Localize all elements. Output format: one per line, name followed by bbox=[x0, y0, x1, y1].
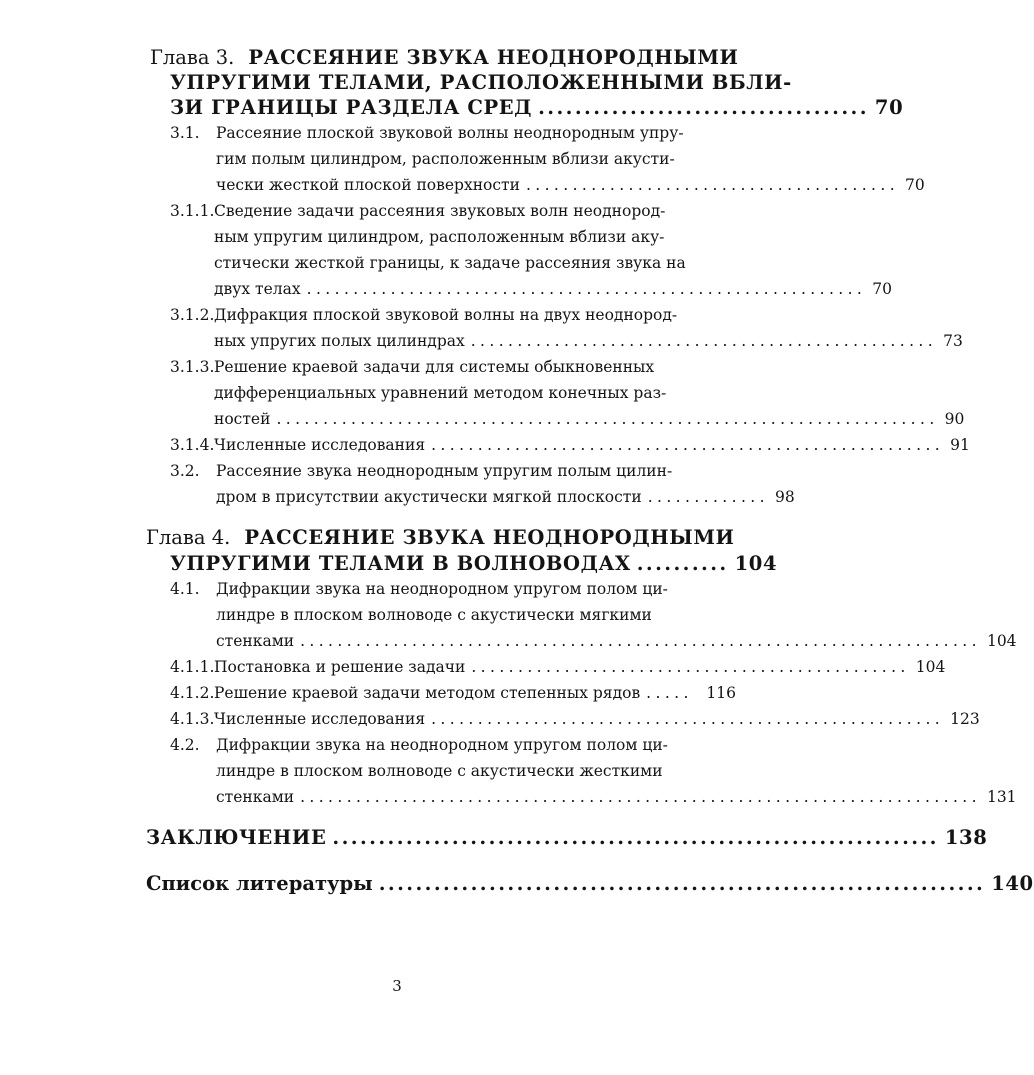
section-4-1-line1: Дифракции звука на неоднородном упругом полом ци- bbox=[216, 580, 668, 598]
section-3-1-3-page: 90 bbox=[944, 410, 965, 428]
dot-leader: ....................................................... bbox=[431, 710, 945, 728]
section-4-1-2-line1: Решение краевой задачи методом степенных рядов bbox=[214, 684, 641, 702]
section-3-1-2-line2: ных упругих полых цилиндрах bbox=[214, 332, 465, 350]
chapter-4-heading bbox=[146, 526, 736, 549]
page-number: 3 bbox=[392, 977, 402, 995]
conclusion-page: 138 bbox=[944, 826, 988, 849]
dot-leader: .................................................................. bbox=[332, 826, 939, 849]
section-3-1-1-line3: стически жесткой границы, к задаче рассеяния звука на bbox=[214, 254, 686, 272]
chapter-3-title-line1: РАССЕЯНИЕ ЗВУКА НЕОДНОРОДНЫМИ bbox=[248, 46, 739, 69]
section-number: 3.1.1. bbox=[170, 202, 215, 220]
dot-leader: ......................................................................... bbox=[300, 788, 981, 806]
chapter-3-entry[interactable] bbox=[170, 96, 904, 119]
chapter-4-page: 104 bbox=[734, 552, 778, 575]
section-4-1-1-page: 104 bbox=[915, 658, 946, 676]
section-3-2-line2: дром в присутствии акустически мягкой плоскости bbox=[216, 488, 642, 506]
section-number: 3.2. bbox=[170, 462, 200, 480]
section-number: 4.1.2. bbox=[170, 684, 215, 702]
section-number: 3.1.3. bbox=[170, 358, 215, 376]
section-number: 4.1. bbox=[170, 580, 200, 598]
chapter-3-title-line3: ЗИ ГРАНИЦЫ РАЗДЕЛА СРЕД bbox=[170, 96, 533, 119]
section-3-1-3-line1: Решение краевой задачи для системы обыкновенных bbox=[214, 358, 655, 376]
section-4-1-line3: стенками bbox=[216, 632, 295, 650]
section-4-1-page: 104 bbox=[986, 632, 1017, 650]
section-3-2-line1: Рассеяние звука неоднородным упругим полым цилин- bbox=[216, 462, 673, 480]
chapter-3-title-line2: УПРУГИМИ ТЕЛАМИ, РАСПОЛОЖЕННЫМИ ВБЛИ- bbox=[170, 71, 792, 94]
section-3-1-1-line2: ным упругим цилиндром, расположенным вблизи аку- bbox=[214, 228, 665, 246]
section-3-1-line3: чески жесткой плоской поверхности bbox=[216, 176, 520, 194]
section-3-1-3-line2: дифференциальных уравнений методом конечных раз- bbox=[214, 384, 667, 402]
section-3-1-entry[interactable] bbox=[216, 176, 925, 194]
dot-leader: ............................................................ bbox=[306, 280, 867, 298]
dot-leader: .......... bbox=[636, 552, 729, 575]
section-3-1-2-entry[interactable] bbox=[214, 332, 963, 350]
dot-leader: .................................................. bbox=[470, 332, 938, 350]
section-3-1-1-line4: двух телах bbox=[214, 280, 301, 298]
section-3-1-1-line1: Сведение задачи рассеяния звуковых волн неоднород- bbox=[214, 202, 666, 220]
section-3-1-line1: Рассеяние плоской звуковой волны неоднородным упру- bbox=[216, 124, 684, 142]
conclusion-entry[interactable] bbox=[146, 826, 988, 849]
dot-leader: ............. bbox=[647, 488, 769, 506]
section-4-1-line2: линдре в плоском волноводе с акустически мягкими bbox=[216, 606, 652, 624]
chapter-4-label: Глава 4. bbox=[146, 526, 231, 549]
chapter-4-entry[interactable] bbox=[170, 552, 778, 575]
section-4-2-page: 131 bbox=[986, 788, 1017, 806]
section-number: 4.2. bbox=[170, 736, 200, 754]
dot-leader: .................................................................. bbox=[378, 872, 986, 895]
section-3-1-4-line1: Численные исследования bbox=[214, 436, 426, 454]
section-3-1-3-entry[interactable] bbox=[214, 410, 965, 428]
section-3-1-4-entry[interactable] bbox=[170, 436, 970, 454]
chapter-3-label: Глава 3. bbox=[150, 46, 235, 69]
section-number: 3.1. bbox=[170, 124, 200, 142]
section-4-1-entry[interactable] bbox=[216, 632, 1017, 650]
chapter-3-page: 70 bbox=[874, 96, 904, 119]
section-number: 3.1.2. bbox=[170, 306, 215, 324]
section-4-1-3-line1: Численные исследования bbox=[214, 710, 426, 728]
section-3-1-page: 70 bbox=[905, 176, 925, 194]
dot-leader: ............................................... bbox=[471, 658, 910, 676]
dot-leader: ..... bbox=[646, 684, 693, 702]
section-number: 4.1.3. bbox=[170, 710, 215, 728]
dot-leader: ....................................................................... bbox=[276, 410, 939, 428]
section-4-1-3-page: 123 bbox=[950, 710, 980, 728]
chapter-4-title-line2: УПРУГИМИ ТЕЛАМИ В ВОЛНОВОДАХ bbox=[170, 552, 631, 575]
section-3-1-1-page: 70 bbox=[872, 280, 892, 298]
dot-leader: ....................................................... bbox=[431, 436, 945, 454]
section-3-1-1-entry[interactable] bbox=[214, 280, 892, 298]
section-4-1-1-line1: Постановка и решение задачи bbox=[214, 658, 466, 676]
chapter-4-title-line1: РАССЕЯНИЕ ЗВУКА НЕОДНОРОДНЫМИ bbox=[244, 526, 735, 549]
section-3-2-page: 98 bbox=[774, 488, 795, 506]
section-4-2-line1: Дифракции звука на неоднородном упругом полом ци- bbox=[216, 736, 668, 754]
dot-leader: ........................................ bbox=[525, 176, 900, 194]
conclusion-title: ЗАКЛЮЧЕНИЕ bbox=[146, 826, 327, 849]
section-3-1-2-line1: Дифракция плоской звуковой волны на двух неоднород- bbox=[214, 306, 678, 324]
section-3-1-3-line3: ностей bbox=[214, 410, 271, 428]
references-page: 140 bbox=[991, 872, 1034, 895]
dot-leader: ......................................................................... bbox=[300, 632, 981, 650]
section-3-2-entry[interactable] bbox=[216, 488, 795, 506]
section-4-2-line2: линдре в плоском волноводе с акустически жесткими bbox=[216, 762, 663, 780]
section-4-1-3-entry[interactable] bbox=[170, 710, 980, 728]
section-4-2-entry[interactable] bbox=[216, 788, 1017, 806]
section-number: 3.1.4. bbox=[170, 436, 215, 454]
section-4-1-1-entry[interactable] bbox=[170, 658, 946, 676]
chapter-3-heading bbox=[150, 46, 739, 69]
section-4-2-line3: стенками bbox=[216, 788, 295, 806]
section-3-1-2-page: 73 bbox=[943, 332, 963, 350]
section-3-1-line2: гим полым цилиндром, расположенным вблизи акусти- bbox=[216, 150, 675, 168]
section-number: 4.1.1. bbox=[170, 658, 215, 676]
dot-leader: .................................... bbox=[538, 96, 869, 119]
section-3-1-4-page: 91 bbox=[950, 436, 970, 454]
references-entry[interactable] bbox=[146, 872, 1034, 895]
references-title: Список литературы bbox=[146, 872, 373, 895]
section-4-1-2-entry[interactable] bbox=[170, 684, 736, 702]
section-4-1-2-page: 116 bbox=[706, 684, 736, 702]
